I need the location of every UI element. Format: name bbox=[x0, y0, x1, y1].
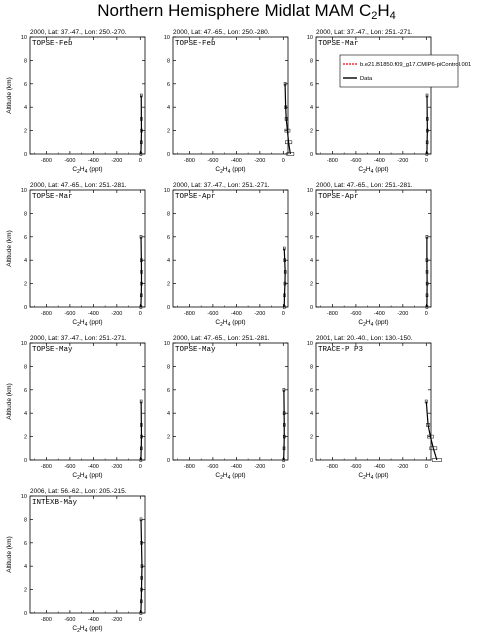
panel-header: 2000, Lat: 37.-47., Lon: 251.-271. bbox=[173, 182, 270, 189]
y-tick-label: 8 bbox=[23, 58, 27, 65]
legend-model-label: b.e21.B1850.f09_g17.CMIP6-piControl.001 bbox=[360, 62, 472, 68]
x-tick-label: -400 bbox=[87, 311, 99, 317]
y-axis-label: Altitude (km) bbox=[6, 230, 13, 267]
x-tick-label: -400 bbox=[230, 311, 242, 317]
panel-1 bbox=[6, 29, 145, 175]
y-tick-label: 10 bbox=[20, 35, 27, 41]
y-tick-label: 10 bbox=[20, 341, 27, 347]
y-tick-label: 2 bbox=[23, 128, 27, 135]
x-tick-label: -200 bbox=[111, 311, 123, 317]
y-tick-label: 0 bbox=[309, 305, 313, 311]
x-axis-label: $C_2H_4$ (ppt) bbox=[72, 625, 103, 634]
x-tick-label: 0 bbox=[281, 464, 285, 470]
campaign-label: TOPSE-Feb bbox=[175, 40, 216, 48]
x-tick-label: -400 bbox=[230, 464, 242, 470]
x-tick-label: 0 bbox=[138, 158, 142, 164]
x-tick-label: 0 bbox=[424, 464, 428, 470]
x-tick-label: 0 bbox=[424, 158, 428, 164]
x-tick-label: -800 bbox=[40, 617, 52, 623]
y-tick-label: 10 bbox=[306, 188, 313, 194]
x-tick-label: -400 bbox=[373, 158, 385, 164]
x-axis-label: $C_2H_4$ (ppt) bbox=[72, 472, 103, 481]
y-axis-label: Altitude (km) bbox=[6, 383, 13, 420]
x-tick-label: -400 bbox=[373, 311, 385, 317]
y-tick-label: 0 bbox=[309, 458, 313, 464]
y-tick-label: 0 bbox=[166, 458, 170, 464]
y-tick-label: 6 bbox=[166, 234, 170, 241]
legend-box bbox=[340, 55, 458, 87]
x-tick-label: -600 bbox=[350, 158, 362, 164]
plot-frame bbox=[316, 190, 431, 307]
x-tick-label: -800 bbox=[40, 464, 52, 470]
x-tick-label: -400 bbox=[373, 464, 385, 470]
y-tick-label: 2 bbox=[23, 434, 27, 441]
x-tick-label: -600 bbox=[350, 464, 362, 470]
x-tick-label: -800 bbox=[183, 158, 195, 164]
x-tick-label: -200 bbox=[397, 311, 409, 317]
y-tick-label: 8 bbox=[309, 364, 313, 371]
x-tick-label: -400 bbox=[87, 464, 99, 470]
x-tick-label: -400 bbox=[230, 158, 242, 164]
plot-frame bbox=[30, 190, 145, 307]
legend-data-label: Data bbox=[360, 76, 373, 82]
y-tick-label: 0 bbox=[309, 152, 313, 158]
panel-2 bbox=[164, 29, 294, 175]
x-tick-label: -800 bbox=[326, 464, 338, 470]
y-tick-label: 4 bbox=[309, 411, 313, 418]
panel-header: 2000, Lat: 47.-65., Lon: 250.-280. bbox=[173, 29, 270, 36]
x-tick-label: -200 bbox=[397, 158, 409, 164]
y-tick-label: 2 bbox=[166, 128, 170, 135]
y-tick-label: 6 bbox=[309, 387, 313, 394]
campaign-label: TOPSE-May bbox=[175, 346, 216, 354]
plot-frame bbox=[30, 496, 145, 613]
x-axis-label: $C_2H_4$ (ppt) bbox=[215, 319, 246, 328]
campaign-label: TOPSE-Feb bbox=[32, 40, 73, 48]
y-tick-label: 4 bbox=[309, 258, 313, 265]
campaign-label: TOPSE-Apr bbox=[175, 193, 216, 201]
y-tick-label: 4 bbox=[166, 105, 170, 112]
x-tick-label: 0 bbox=[281, 158, 285, 164]
y-tick-label: 4 bbox=[23, 258, 27, 265]
y-tick-label: 2 bbox=[23, 587, 27, 594]
panel-header: 2000, Lat: 37.-47., Lon: 251.-271. bbox=[30, 335, 127, 342]
x-tick-label: -200 bbox=[397, 464, 409, 470]
x-tick-label: -400 bbox=[87, 158, 99, 164]
panel-7 bbox=[6, 335, 145, 481]
campaign-label: TOPSE-May bbox=[32, 346, 73, 354]
x-tick-label: -800 bbox=[40, 311, 52, 317]
x-axis-label: $C_2H_4$ (ppt) bbox=[358, 472, 389, 481]
y-tick-label: 2 bbox=[309, 128, 313, 135]
y-tick-label: 0 bbox=[23, 305, 27, 311]
x-tick-label: -600 bbox=[207, 158, 219, 164]
x-tick-label: -600 bbox=[207, 311, 219, 317]
plot-frame bbox=[316, 37, 431, 154]
y-tick-label: 4 bbox=[309, 105, 313, 112]
x-axis-label: $C_2H_4$ (ppt) bbox=[358, 319, 389, 328]
y-tick-label: 10 bbox=[20, 494, 27, 500]
y-tick-label: 10 bbox=[163, 35, 170, 41]
x-tick-label: -600 bbox=[64, 617, 76, 623]
y-tick-label: 8 bbox=[166, 364, 170, 371]
y-tick-label: 6 bbox=[23, 234, 27, 241]
data-profile-line bbox=[284, 249, 285, 308]
y-tick-label: 10 bbox=[20, 188, 27, 194]
y-tick-label: 4 bbox=[23, 105, 27, 112]
panel-4 bbox=[6, 182, 145, 328]
x-tick-label: -200 bbox=[111, 158, 123, 164]
panel-9 bbox=[307, 335, 442, 481]
data-profile-line bbox=[141, 402, 142, 461]
x-axis-label: $C_2H_4$ (ppt) bbox=[72, 166, 103, 175]
panel-header: 2000, Lat: 47.-65., Lon: 251.-281. bbox=[173, 335, 270, 342]
y-tick-label: 8 bbox=[309, 58, 313, 65]
data-profile-line bbox=[426, 402, 437, 461]
plot-frame bbox=[316, 343, 431, 460]
y-tick-label: 0 bbox=[23, 152, 27, 158]
x-tick-label: 0 bbox=[281, 311, 285, 317]
y-tick-label: 0 bbox=[23, 458, 27, 464]
x-tick-label: -600 bbox=[350, 311, 362, 317]
y-tick-label: 10 bbox=[306, 341, 313, 347]
y-tick-label: 10 bbox=[306, 35, 313, 41]
y-tick-label: 8 bbox=[23, 211, 27, 218]
y-tick-label: 2 bbox=[23, 281, 27, 288]
y-tick-label: 8 bbox=[23, 517, 27, 524]
y-tick-label: 2 bbox=[166, 434, 170, 441]
data-profile-line bbox=[284, 390, 285, 460]
y-tick-label: 6 bbox=[309, 81, 313, 88]
x-tick-label: -800 bbox=[326, 311, 338, 317]
x-tick-label: -800 bbox=[183, 311, 195, 317]
y-tick-label: 6 bbox=[23, 387, 27, 394]
y-tick-label: 4 bbox=[166, 411, 170, 418]
x-tick-label: -800 bbox=[326, 158, 338, 164]
y-tick-label: 6 bbox=[309, 234, 313, 241]
campaign-label: TOPSE-Mar bbox=[32, 193, 73, 201]
x-tick-label: -400 bbox=[87, 617, 99, 623]
panel-header: 2001, Lat: 20.-40., Lon: 130.-150. bbox=[316, 335, 413, 342]
plot-frame bbox=[173, 343, 288, 460]
y-tick-label: 2 bbox=[309, 434, 313, 441]
y-tick-label: 10 bbox=[163, 188, 170, 194]
y-tick-label: 0 bbox=[23, 611, 27, 617]
x-axis-label: $C_2H_4$ (ppt) bbox=[72, 319, 103, 328]
plot-frame bbox=[173, 37, 288, 154]
panel-8 bbox=[164, 335, 288, 481]
panel-header: 2000, Lat: 47.-65., Lon: 251.-281. bbox=[30, 182, 127, 189]
panel-header: 2006, Lat: 56.-62., Lon: 205.-215. bbox=[30, 488, 127, 495]
x-tick-label: -200 bbox=[254, 158, 266, 164]
y-tick-label: 6 bbox=[23, 81, 27, 88]
x-tick-label: -800 bbox=[40, 158, 52, 164]
plot-frame bbox=[173, 190, 288, 307]
plot-frame bbox=[30, 37, 145, 154]
y-tick-label: 4 bbox=[166, 258, 170, 265]
plot-frame bbox=[30, 343, 145, 460]
y-tick-label: 6 bbox=[23, 540, 27, 547]
panel-header: 2000, Lat: 47.-65., Lon: 251.-281. bbox=[316, 182, 413, 189]
y-tick-label: 2 bbox=[166, 281, 170, 288]
x-tick-label: -600 bbox=[207, 464, 219, 470]
y-tick-label: 0 bbox=[166, 305, 170, 311]
data-profile-line bbox=[141, 96, 142, 155]
panel-header: 2000, Lat: 37.-47., Lon: 251.-271. bbox=[316, 29, 413, 36]
panel-5 bbox=[164, 182, 288, 328]
x-tick-label: -200 bbox=[111, 617, 123, 623]
y-tick-label: 0 bbox=[166, 152, 170, 158]
data-profile-line bbox=[141, 237, 142, 307]
y-tick-label: 4 bbox=[23, 411, 27, 418]
x-tick-label: -600 bbox=[64, 464, 76, 470]
y-tick-label: 8 bbox=[166, 211, 170, 218]
x-tick-label: 0 bbox=[424, 311, 428, 317]
legend bbox=[340, 55, 471, 87]
x-axis-label: $C_2H_4$ (ppt) bbox=[215, 472, 246, 481]
y-tick-label: 8 bbox=[309, 211, 313, 218]
y-tick-label: 4 bbox=[23, 564, 27, 571]
panel-3 bbox=[307, 29, 471, 175]
figure-title: Northern Hemisphere Midlat MAM $C_2H_4$ bbox=[97, 1, 396, 22]
x-tick-label: -200 bbox=[111, 464, 123, 470]
x-tick-label: -600 bbox=[64, 158, 76, 164]
x-tick-label: 0 bbox=[138, 617, 142, 623]
y-tick-label: 8 bbox=[23, 364, 27, 371]
x-tick-label: -200 bbox=[254, 464, 266, 470]
x-tick-label: -200 bbox=[254, 311, 266, 317]
y-tick-label: 8 bbox=[166, 58, 170, 65]
panel-header: 2000, Lat: 37.-47., Lon: 250.-270. bbox=[30, 29, 127, 36]
x-axis-label: $C_2H_4$ (ppt) bbox=[358, 166, 389, 175]
campaign-label: INTEXB-May bbox=[32, 499, 78, 507]
x-tick-label: -800 bbox=[183, 464, 195, 470]
y-tick-label: 6 bbox=[166, 81, 170, 88]
y-axis-label: Altitude (km) bbox=[6, 536, 13, 573]
y-tick-label: 2 bbox=[309, 281, 313, 288]
x-axis-label: $C_2H_4$ (ppt) bbox=[215, 166, 246, 175]
panel-10 bbox=[6, 488, 145, 634]
x-tick-label: 0 bbox=[138, 464, 142, 470]
x-tick-label: -600 bbox=[64, 311, 76, 317]
y-tick-label: 10 bbox=[163, 341, 170, 347]
campaign-label: TOPSE-Mar bbox=[318, 40, 359, 48]
y-axis-label: Altitude (km) bbox=[6, 77, 13, 114]
campaign-label: TOPSE-Apr bbox=[318, 193, 359, 201]
panel-6 bbox=[307, 182, 431, 328]
x-tick-label: 0 bbox=[138, 311, 142, 317]
campaign-label: TRACE-P P3 bbox=[318, 346, 364, 354]
y-tick-label: 6 bbox=[166, 387, 170, 394]
